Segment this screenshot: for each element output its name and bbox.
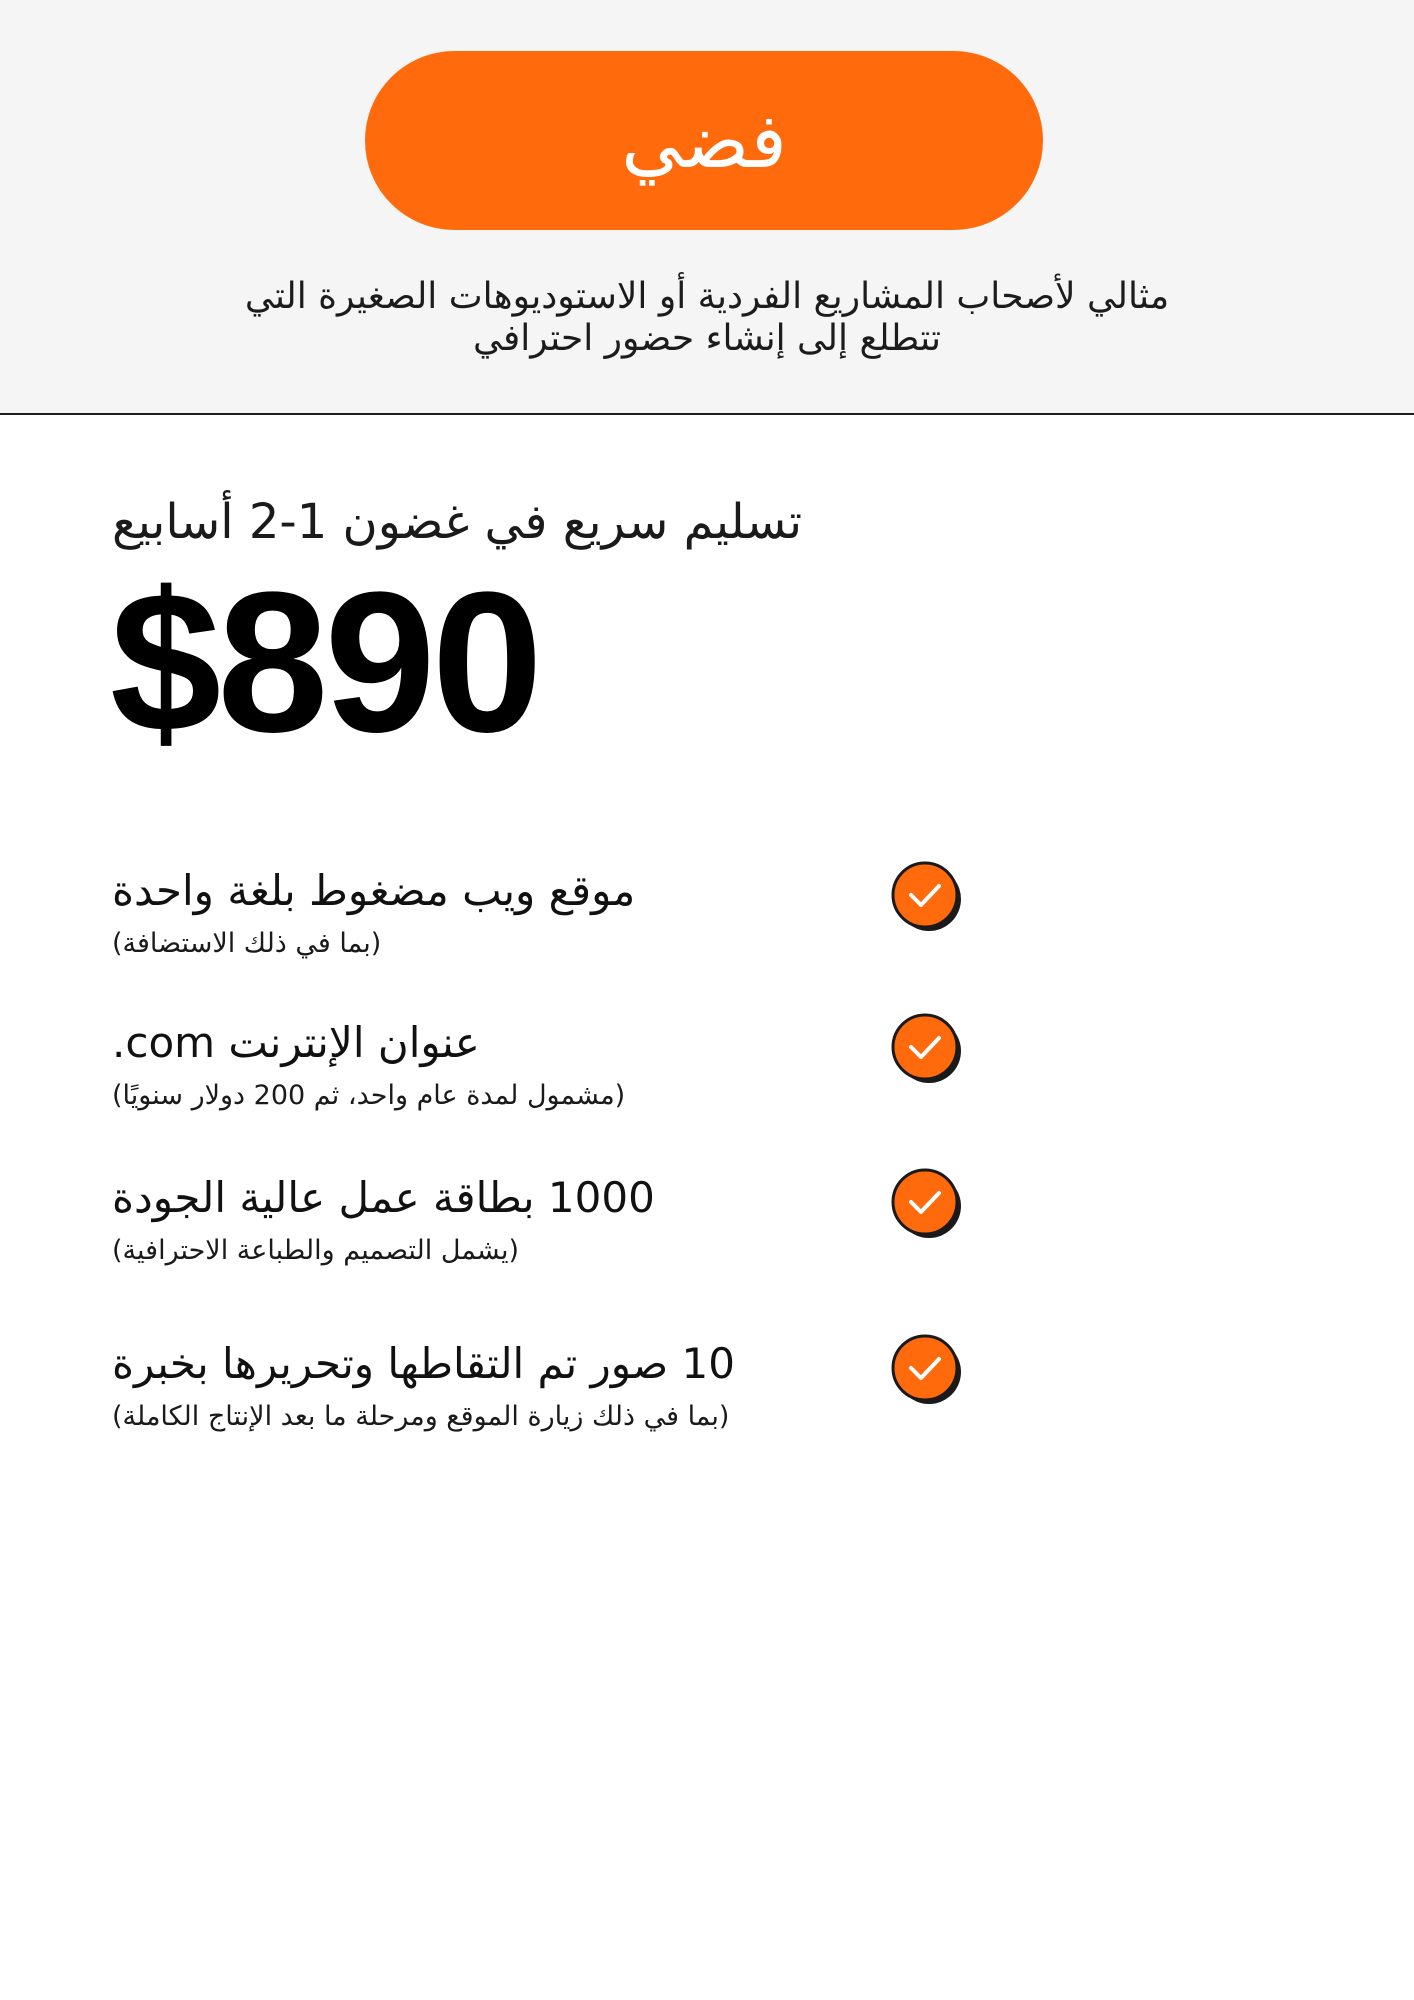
plan-description: مثالي لأصحاب المشاريع الفردية أو الاستوديوهات الصغيرة التي تتطلع إلى إنشاء حضور احترافي [244, 276, 1170, 359]
feature-note: (مشمول لمدة عام واحد، ثم 200 دولار سنويًا) [112, 1080, 626, 1111]
feature-note: (بما في ذلك زيارة الموقع ومرحلة ما بعد الإنتاج الكاملة) [112, 1401, 730, 1432]
feature-note: (بما في ذلك الاستضافة) [112, 928, 382, 959]
feature-title: موقع ويب مضغوط بلغة واحدة [112, 866, 636, 915]
check-icon [890, 860, 962, 932]
feature-note: (يشمل التصميم والطباعة الاحترافية) [112, 1235, 520, 1266]
feature-title: .com عنوان الإنترنت [112, 1018, 480, 1067]
check-icon [890, 1167, 962, 1239]
plan-name-badge: فضي [365, 51, 1043, 230]
delivery-time: تسليم سريع في غضون 1-2 أسابيع [112, 494, 803, 550]
check-icon [890, 1012, 962, 1084]
plan-header [0, 0, 1414, 415]
check-icon [890, 1333, 962, 1405]
feature-title: 1000 بطاقة عمل عالية الجودة [112, 1173, 655, 1222]
feature-title: 10 صور تم التقاطها وتحريرها بخبرة [112, 1339, 735, 1388]
price: $890 [110, 551, 539, 774]
